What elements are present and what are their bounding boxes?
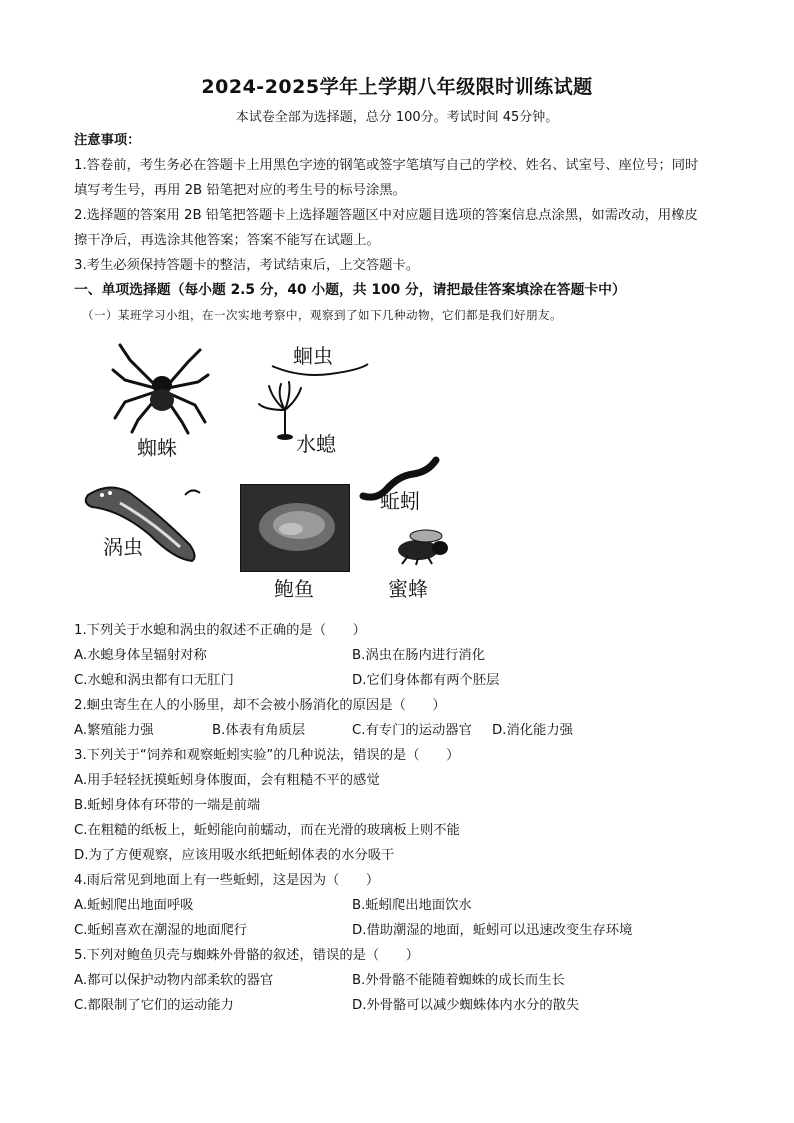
- option-a: A.都可以保护动物内部柔软的器官: [74, 973, 274, 988]
- section-heading: 一、单项选择题（每小题 2.5 分，40 小题，共 100 分，请把最佳答案填涂在答题卡中）: [74, 282, 626, 298]
- notes-heading: 注意事项：: [74, 133, 141, 148]
- bee-label: 蜜蜂: [388, 577, 428, 601]
- option-a: A.水螅身体呈辐射对称: [74, 648, 207, 663]
- abalone-photo: [240, 484, 350, 572]
- roundworm-label: 蛔虫: [293, 344, 333, 368]
- question-stem: 1.下列关于水螅和涡虫的叙述不正确的是（ ）: [74, 623, 366, 638]
- option-c: C.在粗糙的纸板上，蚯蚓能向前蠕动，而在光滑的玻璃板上则不能: [74, 823, 460, 838]
- question-stem: 3.下列关于“饲养和观察蚯蚓实验”的几种说法，错误的是（ ）: [74, 748, 460, 763]
- option-d: D.外骨骼可以减少蜘蛛体内水分的散失: [352, 998, 580, 1013]
- flatworm-label: 涡虫: [103, 535, 143, 559]
- note-line: 擦干净后，再选涂其他答案；答案不能写在试题上。: [74, 233, 380, 248]
- option-b: B.体表有角质层: [212, 723, 306, 738]
- abalone-label: 鲍鱼: [274, 577, 314, 601]
- option-c: C.都限制了它们的运动能力: [74, 998, 234, 1013]
- note-line: 2.选择题的答案用 2B 铅笔把答题卡上选择题答题区中对应题目选项的答案信息点涂黑，如需改动，用橡皮: [74, 208, 698, 223]
- option-c: C.有专门的运动器官: [352, 723, 472, 738]
- option-a: A.用手轻轻抚摸蚯蚓身体腹面，会有粗糙不平的感觉: [74, 773, 380, 788]
- option-a: A.蚯蚓爬出地面呼吸: [74, 898, 194, 913]
- question-stem: 2.蛔虫寄生在人的小肠里，却不会被小肠消化的原因是（ ）: [74, 698, 446, 713]
- flatworm-illustration: [80, 475, 210, 565]
- exam-title: 2024-2025学年上学期八年级限时训练试题: [201, 76, 593, 98]
- note-line: 3.考生必须保持答题卡的整洁，考试结束后，上交答题卡。: [74, 258, 420, 273]
- option-c: C.蚯蚓喜欢在潮湿的地面爬行: [74, 923, 248, 938]
- option-d: D.为了方便观察，应该用吸水纸把蚯蚓体表的水分吸干: [74, 848, 395, 863]
- animals-figure: [70, 330, 490, 605]
- exam-subtitle: 本试卷全部为选择题，总分 100分。考试时间 45分钟。: [235, 110, 559, 125]
- option-b: B.外骨骼不能随着蜘蛛的成长而生长: [352, 973, 565, 988]
- option-a: A.繁殖能力强: [74, 723, 154, 738]
- spider-illustration: [110, 340, 210, 435]
- note-line: 1.答卷前，考生务必在答题卡上用黑色字迹的钢笔或签字笔填写自己的学校、姓名、试室号、座位号；同时: [74, 158, 699, 173]
- option-b: B.涡虫在肠内进行消化: [352, 648, 486, 663]
- option-d: D.借助潮湿的地面，蚯蚓可以迅速改变生存环境: [352, 923, 633, 938]
- note-line: 填写考生号，再用 2B 铅笔把对应的考生号的标号涂黑。: [74, 183, 406, 198]
- hydra-label: 水螅: [296, 432, 336, 456]
- option-b: B.蚯蚓爬出地面饮水: [352, 898, 472, 913]
- section-intro: （一）某班学习小组，在一次实地考察中，观察到了如下几种动物，它们都是我们好朋友。: [82, 308, 562, 322]
- bee-illustration: [388, 526, 466, 566]
- option-d: D.消化能力强: [492, 723, 573, 738]
- option-c: C.水螅和涡虫都有口无肛门: [74, 673, 234, 688]
- option-b: B.蚯蚓身体有环带的一端是前端: [74, 798, 261, 813]
- question-stem: 5.下列对鲍鱼贝壳与蜘蛛外骨骼的叙述，错误的是（ ）: [74, 948, 420, 963]
- earthworm-label: 蚯蚓: [380, 489, 420, 513]
- question-stem: 4.雨后常见到地面上有一些蚯蚓，这是因为（ ）: [74, 873, 380, 888]
- spider-label: 蜘蛛: [137, 436, 177, 460]
- option-d: D.它们身体都有两个胚层: [352, 673, 500, 688]
